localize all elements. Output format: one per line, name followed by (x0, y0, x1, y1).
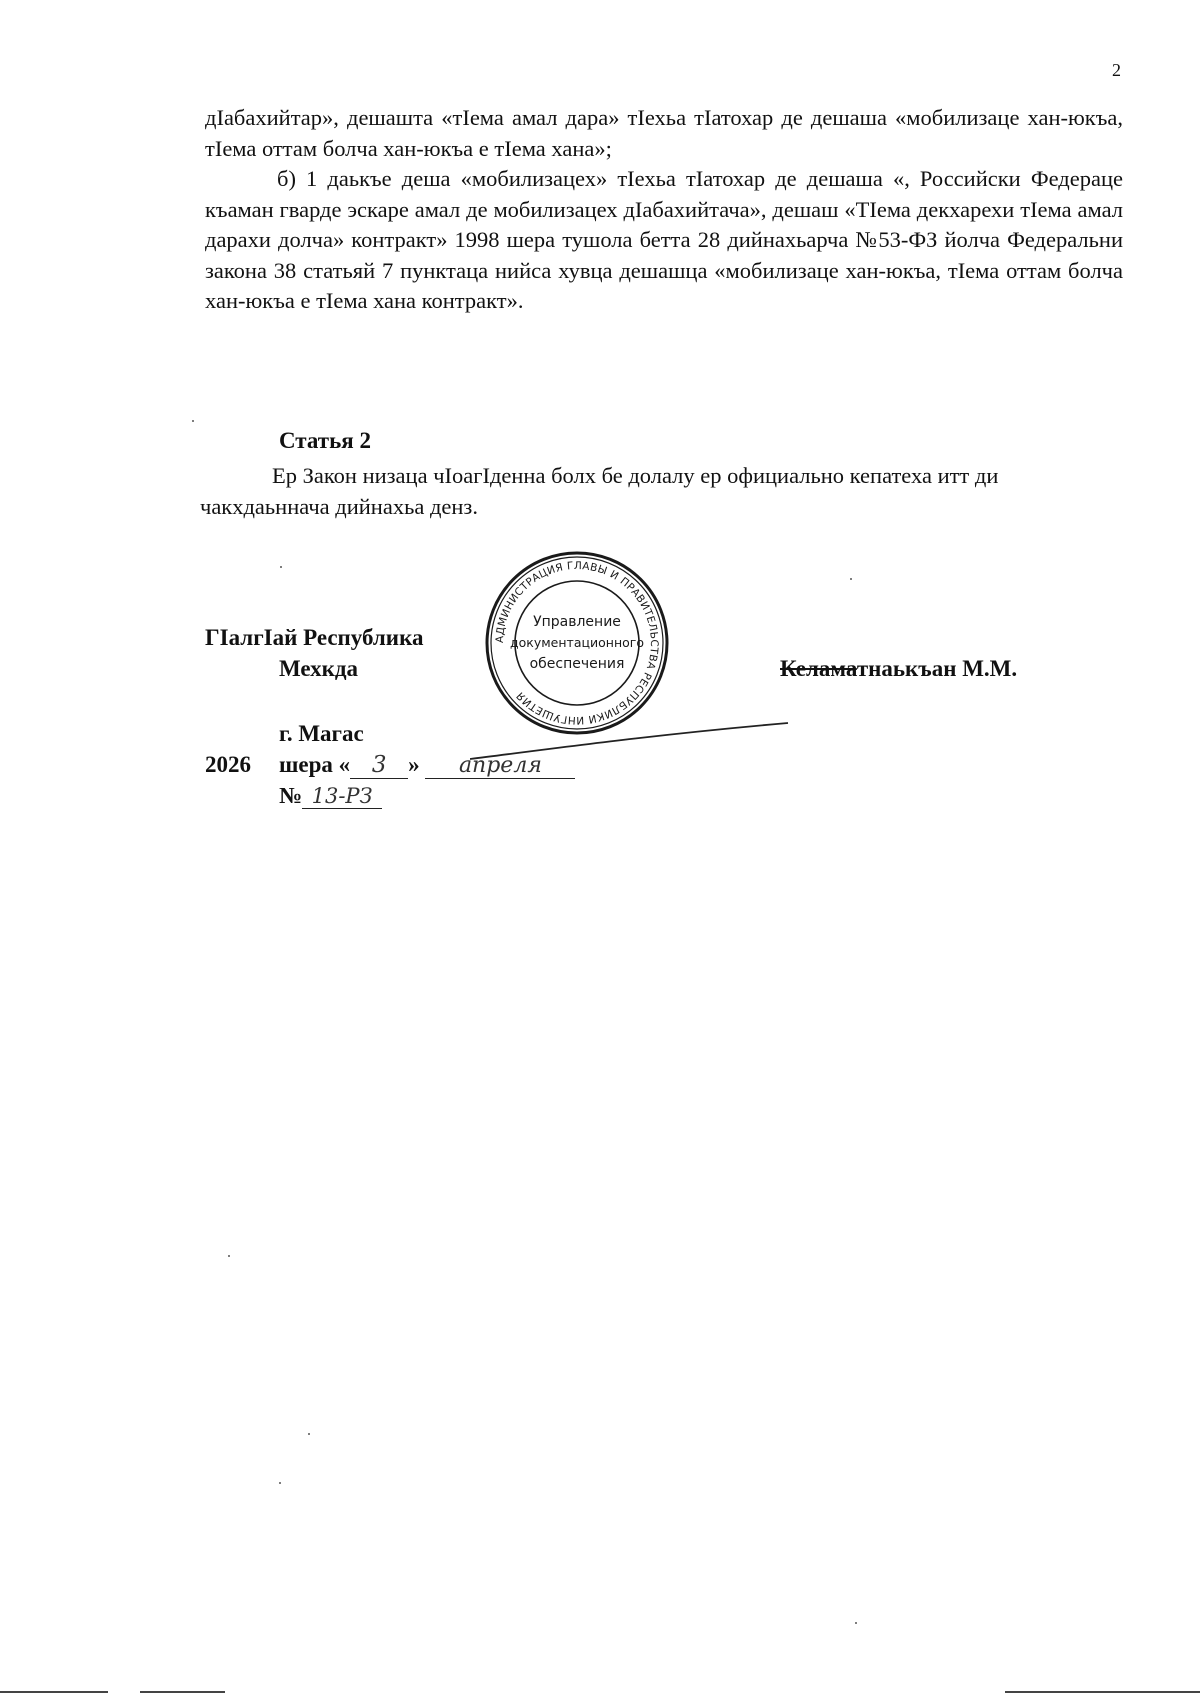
seal-line-3: обеспечения (529, 656, 625, 672)
signatory-name (780, 656, 1017, 682)
date-month-handwritten: апреля (425, 753, 575, 779)
date-label: шера « (279, 752, 351, 777)
scan-speck (308, 1433, 310, 1435)
scan-speck (228, 1255, 230, 1257)
scan-speck (279, 1482, 281, 1484)
page-number: 2 (1112, 60, 1121, 80)
scan-speck (192, 420, 194, 422)
scan-edge-line (140, 1691, 225, 1693)
paragraph-continuation: дIабахийтар», дешашта «тIема амал дара» тIехьа тIатохар де дешаша «мобилизаце хан-юкъа, тIема оттам болча хан-юкъа е тIема хана»; (205, 105, 1123, 161)
seal-line-2: документационного (510, 635, 644, 650)
number-label: № (279, 783, 303, 808)
law-number (279, 783, 382, 809)
signing-year: 2026 (205, 752, 251, 777)
date-day-handwritten: 3 (350, 752, 408, 779)
seal-outer-text: АДМИНИСТРАЦИЯ ГЛАВЫ И ПРАВИТЕЛЬСТВА РЕСПУБЛИКИ ИНГУШЕТИЯ (493, 559, 661, 727)
scan-speck (855, 1622, 857, 1624)
article-text (200, 460, 1123, 522)
official-seal (482, 548, 672, 738)
paragraph-b: б) 1 даькъе деша «мобилизацех» тIехьа тIатохар де дешаша «, Российски Федераце къаман гварде эскаре амал де мобилизацех дIабахийтача», дешаш «ТIема декхарехи тIема амал дарахи долча» контракт» 1998 шера тушола бетта 28 дийнахьарча №53-ФЗ йолча Федеральни закона 38 статьяй 7 пунктаца нийса хувца дешашца «мобилизаце хан-юкъа, тIема оттам болча хан-юкъа е тIема хана контракт». (205, 166, 1123, 313)
scan-edge-line (1005, 1691, 1200, 1693)
signatory-title: Мехкда (279, 656, 359, 681)
seal-line-1: Управление (533, 614, 621, 630)
signatory-name-struck: Келама (780, 656, 857, 681)
article-title: Статья 2 (279, 428, 371, 453)
signatory-name-rest: тнаькъан М.М. (856, 656, 1018, 681)
article-paragraph: Ер Закон низаца чIоагIденна болх бе долалу ер официально кепатеха итт ди чакхдаьннача дийнахьа денз. (200, 463, 999, 519)
body-text (205, 103, 1123, 317)
law-number-handwritten: 13-РЗ (302, 784, 382, 809)
signing-city: г. Магас (279, 721, 364, 746)
signatory-republic: ГIалгIай Республика (205, 625, 424, 650)
date-close-quote: » (408, 752, 420, 777)
scan-speck (850, 578, 852, 580)
scan-edge-line (0, 1691, 108, 1693)
scan-speck (280, 566, 282, 568)
signature-stroke (470, 715, 790, 765)
